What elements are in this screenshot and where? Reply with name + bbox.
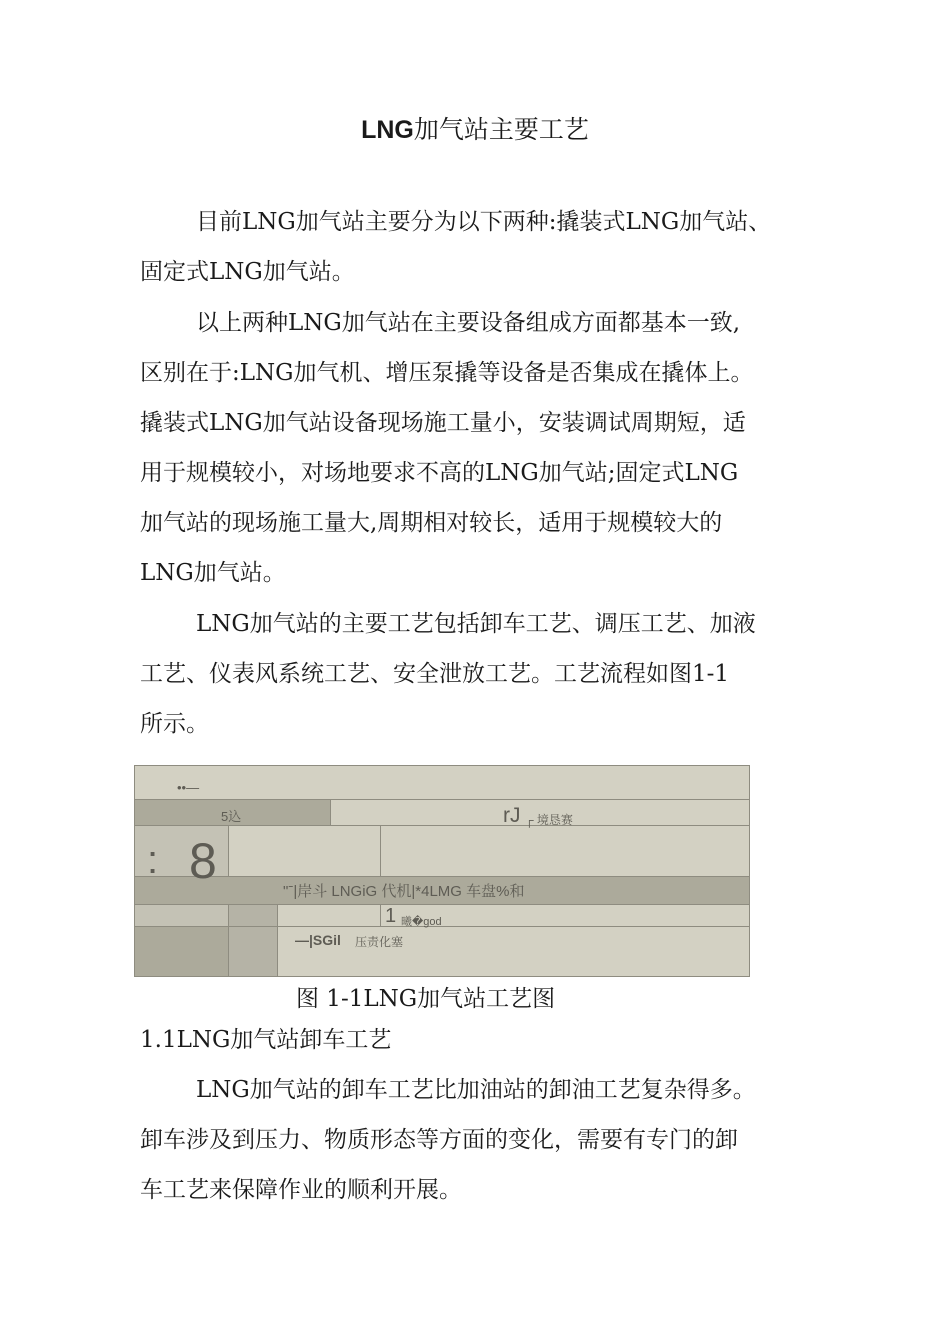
figure-label: ┌ 境恳赛 — [525, 813, 573, 827]
document-title: LNG加气站主要工艺 — [361, 115, 589, 144]
figure-big-colon: : — [147, 838, 159, 882]
section-heading: 1.1LNG加气站卸车工艺 — [140, 1027, 392, 1053]
figure-label: 曦�god — [401, 916, 442, 928]
paragraph-line: 车工艺来保障作业的顺利开展。 — [140, 1177, 462, 1203]
figure-big-eight: 8 — [189, 833, 217, 889]
figure-divider — [228, 826, 229, 876]
paragraph-line: 固定式LNG加气站。 — [140, 259, 355, 285]
figure-label: 压责化塞 — [355, 935, 404, 949]
figure-divider — [380, 904, 381, 926]
paragraph-line: LNG加气站。 — [140, 560, 286, 586]
paragraph-line: 撬装式LNG加气站设备现场施工量小，安装调试周期短，适 — [140, 410, 746, 436]
figure-label: rJ — [503, 804, 521, 827]
figure-label: —|SGil — [295, 932, 341, 948]
paragraph-line: 用于规模较小，对场地要求不高的LNG加气站;固定式LNG — [140, 460, 739, 486]
paragraph-line: 所示。 — [140, 711, 209, 737]
figure-divider — [330, 799, 331, 826]
figure-divider — [228, 904, 229, 977]
figure-label: 5込 — [221, 809, 242, 824]
paragraph-line: 目前LNG加气站主要分为以下两种:撬装式LNG加气站、 — [196, 209, 772, 235]
paragraph-line: LNG加气站的卸车工艺比加油站的卸油工艺复杂得多。 — [196, 1077, 756, 1103]
figure-divider — [277, 904, 278, 977]
figure-band-text: "ˉ|岸斗 LNGiG 代机|*4LMG 车盘%和 — [283, 883, 525, 900]
figure-shaded-block — [228, 904, 277, 977]
figure-divider — [135, 799, 750, 800]
paragraph-line: 以上两种LNG加气站在主要设备组成方面都基本一致, — [196, 310, 741, 336]
figure-divider — [135, 876, 750, 877]
figure-dots: ••— — [177, 780, 200, 795]
figure-label: 1 — [385, 905, 397, 927]
paragraph-line: 工艺、仪表风系统工艺、安全泄放工艺。工艺流程如图1-1 — [140, 661, 730, 687]
paragraph-line: LNG加气站的主要工艺包括卸车工艺、调压工艺、加液 — [196, 611, 756, 637]
figure-shaded-block — [135, 926, 228, 977]
figure-caption: 图 1-1LNG加气站工艺图 — [296, 986, 556, 1012]
paragraph-line: 卸车涉及到压力、物质形态等方面的变化，需要有专门的卸 — [140, 1127, 738, 1153]
figure-divider — [380, 826, 381, 876]
process-flow-figure — [134, 765, 750, 977]
paragraph-line: 加气站的现场施工量大,周期相对较长，适用于规模较大的 — [140, 510, 723, 536]
paragraph-line: 区别在于:LNG加气机、增压泵撬等设备是否集成在撬体上。 — [140, 360, 754, 386]
